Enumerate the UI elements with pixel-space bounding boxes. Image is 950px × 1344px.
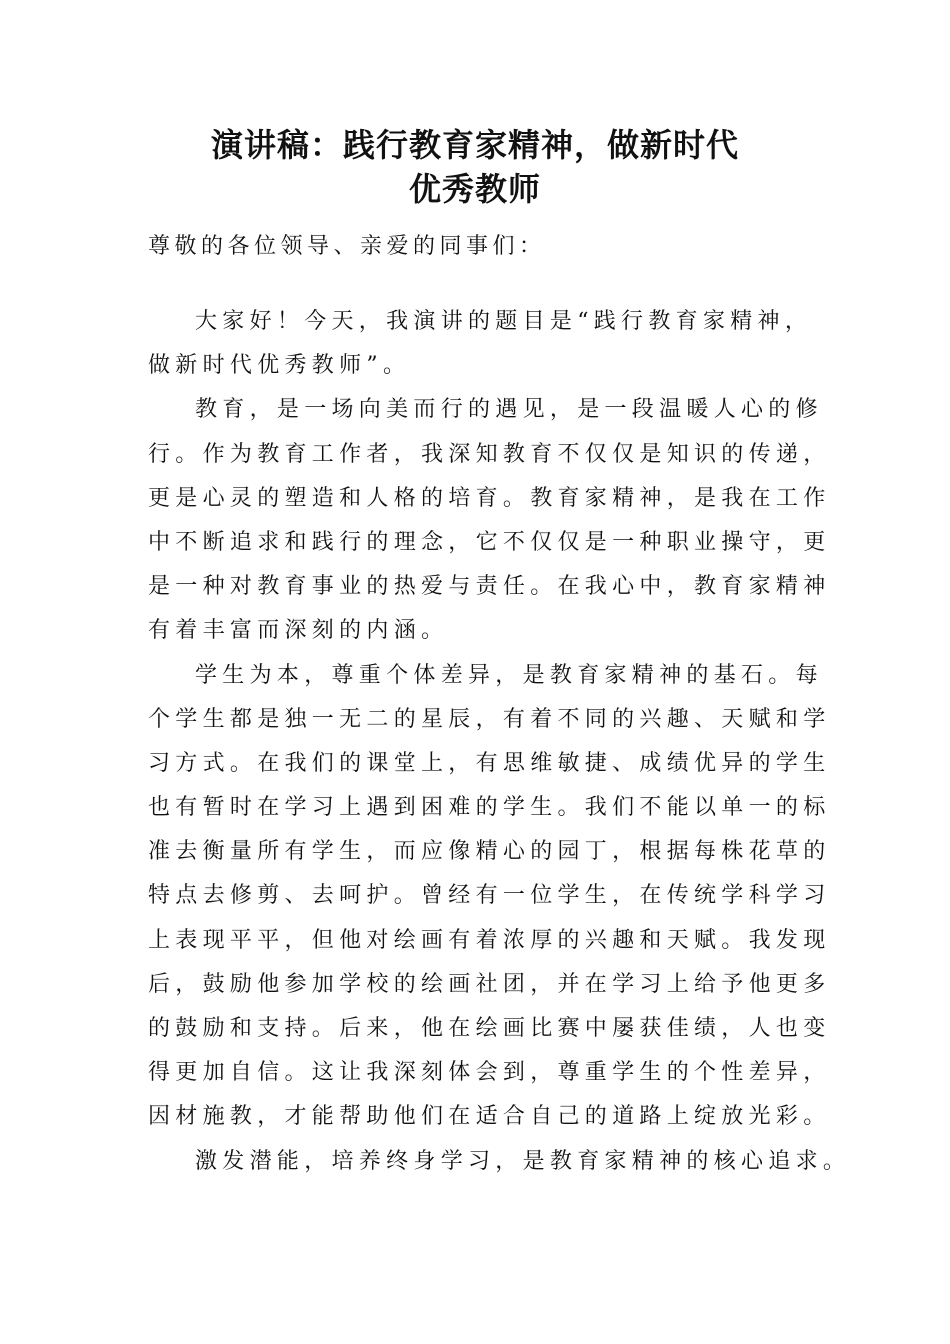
text-line: 后，鼓励他参加学校的绘画社团，并在学习上给予他更多 bbox=[148, 971, 831, 997]
document-title-line-1: 演讲稿：践行教育家精神，做新时代 bbox=[210, 126, 739, 164]
text-line: 个学生都是独一无二的星辰，有着不同的兴趣、天赋和学 bbox=[148, 706, 831, 732]
text-line: 中不断追求和践行的理念，它不仅仅是一种职业操守，更 bbox=[148, 529, 831, 555]
text-line: 行。作为教育工作者，我深知教育不仅仅是知识的传递， bbox=[148, 441, 831, 467]
text-line: 特点去修剪、去呵护。曾经有一位学生，在传统学科学习 bbox=[148, 883, 831, 909]
text-line: 得更加自信。这让我深刻体会到，尊重学生的个性差异， bbox=[148, 1060, 831, 1086]
text-line: 教育，是一场向美而行的遇见，是一段温暖人心的修 bbox=[195, 397, 823, 423]
text-line: 激发潜能，培养终身学习，是教育家精神的核心追求。 bbox=[195, 1148, 851, 1174]
document-body bbox=[148, 300, 851, 1184]
document-title-line-2: 优秀教师 bbox=[408, 170, 541, 208]
text-line: 是一种对教育事业的热爱与责任。在我心中，教育家精神 bbox=[148, 574, 831, 600]
text-line: 大家好！今天，我演讲的题目是“践行教育家精神， bbox=[195, 309, 813, 334]
text-line: 更是心灵的塑造和人格的培育。教育家精神，是我在工作 bbox=[148, 485, 831, 511]
text-line: 习方式。在我们的课堂上，有思维敏捷、成绩优异的学生 bbox=[148, 750, 831, 776]
text-line: 学生为本，尊重个体差异，是教育家精神的基石。每 bbox=[195, 662, 823, 688]
text-line: 准去衡量所有学生，而应像精心的园丁，根据每株花草的 bbox=[148, 839, 831, 865]
text-line: 有着丰富而深刻的内涵。 bbox=[148, 618, 449, 644]
text-line: 也有暂时在学习上遇到困难的学生。我们不能以单一的标 bbox=[148, 795, 831, 821]
text-line: 的鼓励和支持。后来，他在绘画比赛中屡获佳绩，人也变 bbox=[148, 1016, 831, 1041]
salutation: 尊敬的各位领导、亲爱的同事们： bbox=[148, 234, 546, 259]
text-line: 做新时代优秀教师”。 bbox=[148, 353, 411, 379]
text-line: 上表现平平，但他对绘画有着浓厚的兴趣和天赋。我发现 bbox=[148, 927, 831, 953]
text-line: 因材施教，才能帮助他们在适合自己的道路上绽放光彩。 bbox=[148, 1104, 831, 1130]
